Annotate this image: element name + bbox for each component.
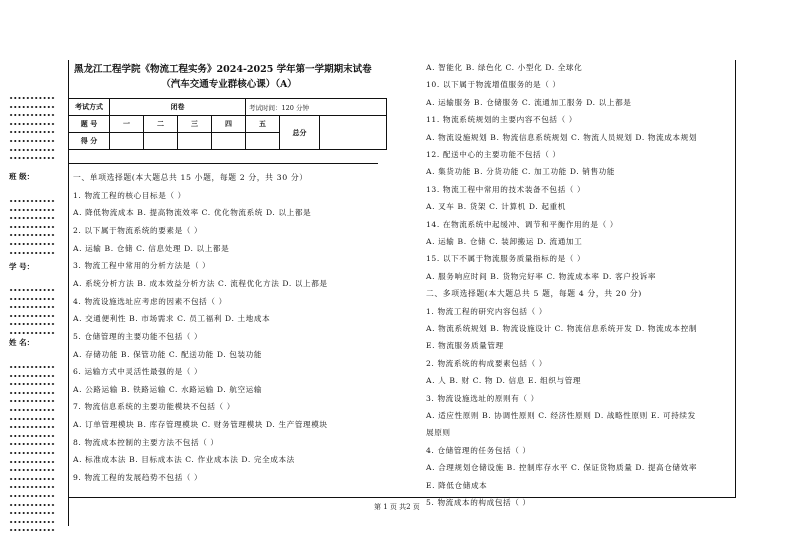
answer-options: A. 适应性原则 B. 协调性原则 C. 经济性原则 D. 战略性原则 E. 可持续发 [426,411,696,420]
question-text: 4. 物流设施选址应考虑的因素不包括（ ） [73,296,227,306]
score-cell-3[interactable] [178,133,212,150]
header-divider [68,163,378,164]
score-table [68,98,387,150]
exam-title: 黑龙江工程学院《物流工程实务》2024-2025 学年第一学期期末试卷 [74,64,372,75]
score-cell-5[interactable] [246,133,280,150]
answer-options: A. 公路运输 B. 铁路运输 C. 水路运输 D. 航空运输 [73,384,263,394]
question-text: 14. 在物流系统中起缓冲、调节和平衡作用的是（ ） [426,219,618,229]
column-4: 四 [212,116,246,133]
answer-options: A. 物流设施规划 B. 物流信息系统规划 C. 物流人员规划 D. 物流成本规划 [426,132,698,142]
binding-dotted-line [9,314,55,318]
question-text: 1. 物流工程的研究内容包括（ ） [426,306,547,316]
answer-options: A. 人 B. 财 C. 物 D. 信息 E. 组织与管理 [426,376,582,386]
question-no-label: 题 号 [69,116,110,133]
question-text: 3. 物流工程中常用的分析方法是（ ） [73,261,211,271]
question-text: 11. 物流系统规划的主要内容不包括（ ） [426,115,578,125]
binding-dotted-line [9,233,55,237]
score-cell-4[interactable] [212,133,246,150]
answer-options: A. 运输 B. 仓储 C. 信息处理 D. 以上都是 [73,243,230,253]
question-text: 2. 物流系统的构成要素包括（ ） [426,358,547,368]
answer-options: A. 订单管理模块 B. 库存管理模块 C. 财务管理模块 D. 生产管理模块 [73,420,328,430]
binding-dotted-line [9,399,55,403]
question-text: 7. 物流信息系统的主要功能模块不包括（ ） [73,402,235,412]
binding-dotted-line [9,425,55,429]
binding-dotted-line [9,305,55,309]
binding-dotted-line [9,434,55,438]
binding-dotted-line [9,442,55,446]
binding-dotted-line [9,122,55,126]
binding-dotted-line [9,365,55,369]
binding-dotted-line [9,156,55,160]
question-text: 15. 以下不属于物流服务质量指标的是（ ） [426,254,586,264]
section-heading: 二、多项选择题(本大题总共 5 题，每题 4 分，共 20 分) [426,289,642,299]
answer-options: E. 物流服务质量管理 [426,341,504,351]
binding-dotted-line [9,468,55,472]
question-text: 5. 物流成本的构成包括（ ） [426,498,531,507]
question-text: 5. 仓储管理的主要功能不包括（ ） [73,331,203,341]
binding-dotted-line [9,460,55,464]
page-right-border [735,60,736,498]
answer-options: A. 服务响应时间 B. 货物完好率 C. 物流成本率 D. 客户投诉率 [426,271,657,281]
question-text: 6. 运输方式中灵活性最强的是（ ） [73,367,203,377]
answer-options: A. 智能化 B. 绿色化 C. 小型化 D. 全球化 [426,63,583,72]
question-text: 8. 物流成本控制的主要方法不包括（ ） [73,437,219,447]
exam-time: 考试时间：120 分钟 [246,99,387,116]
binding-dotted-line [9,148,55,152]
class-label: 班 级： [9,172,35,181]
binding-dotted-line [9,391,55,395]
question-text: 2. 以下属于物流系统的要素是（ ） [73,225,203,235]
page-number: 第 1 页 共2 页 [374,503,420,511]
answer-options: E. 降低仓储成本 [426,480,488,490]
score-cell-1[interactable] [110,133,144,150]
question-text: 13. 物流工程中常用的技术装备不包括（ ） [426,184,586,194]
binding-dotted-line [9,520,55,524]
name-label: 姓 名： [9,338,35,347]
column-3: 三 [178,116,212,133]
binding-dotted-line [9,417,55,421]
answer-options: A. 运输服务 B. 仓储服务 C. 流通加工服务 D. 以上都是 [426,97,632,107]
binding-dotted-line [9,503,55,507]
question-text: 4. 仓储管理的任务包括（ ） [426,445,531,455]
answer-options: A. 存储功能 B. 保管功能 C. 配送功能 D. 包装功能 [73,349,263,359]
section-heading: 一、单项选择题(本大题总共 15 小题，每题 2 分，共 30 分） [73,173,308,182]
binding-dotted-line [9,494,55,498]
binding-dotted-line [9,251,55,255]
answer-options: A. 交通便利性 B. 市场需求 C. 员工福利 D. 土地成本 [73,314,271,324]
binding-dotted-line [9,451,55,455]
binding-dotted-line [9,528,55,532]
answer-options: A. 降低物流成本 B. 提高物流效率 C. 优化物流系统 D. 以上都是 [73,208,312,218]
binding-dotted-line [9,511,55,515]
binding-dotted-line [9,477,55,481]
answer-options: A. 合理规划仓储设施 B. 控制库存水平 C. 保证货物质量 D. 提高仓储效率 [426,463,698,473]
answer-options: A. 物流系统规划 B. 物流设施设计 C. 物流信息系统开发 D. 物流成本控制 [426,324,698,333]
question-text: 12. 配送中心的主要功能不包括（ ） [426,150,561,159]
binding-dotted-line [9,225,55,229]
binding-dotted-line [9,216,55,220]
answer-options: A. 叉车 B. 货架 C. 计算机 D. 起重机 [426,202,566,212]
exam-mode-value: 闭卷 [110,99,246,116]
answer-options: A. 标准成本法 B. 目标成本法 C. 作业成本法 D. 完全成本法 [73,455,295,465]
question-text: 1. 物流工程的核心目标是（ ） [73,190,186,200]
binding-dotted-line [9,96,55,100]
binding-dotted-line [9,105,55,109]
binding-dotted-line [9,382,55,386]
page-bottom-border [68,497,736,498]
column-1: 一 [110,116,144,133]
total-label: 总分 [280,116,320,150]
binding-dotted-line [9,331,55,335]
score-cell-2[interactable] [144,133,178,150]
column-2: 二 [144,116,178,133]
binding-dotted-line [9,322,55,326]
answer-options: 展原则 [426,428,451,438]
binding-dotted-line [9,297,55,301]
binding-dotted-line [9,288,55,292]
binding-dotted-line [9,485,55,489]
binding-dotted-line [9,113,55,117]
exam-subtitle: （汽车交通专业群核心课）（A） [161,79,297,90]
binding-dotted-line [9,130,55,134]
answer-options: A. 运输 B. 仓储 C. 装卸搬运 D. 流通加工 [426,237,583,246]
question-text: 10. 以下属于物流增值服务的是（ ） [426,80,561,90]
binding-dotted-line [9,408,55,412]
column-5: 五 [246,116,280,133]
exam-mode-label: 考试方式 [69,99,110,116]
total-score-cell[interactable] [320,116,387,150]
binding-dotted-line [9,139,55,143]
binding-dotted-line [9,208,55,212]
question-text: 9. 物流工程的发展趋势不包括（ ） [73,473,203,483]
binding-dotted-line [9,242,55,246]
binding-dotted-line [9,374,55,378]
score-label: 得 分 [69,133,110,150]
answer-options: A. 系统分析方法 B. 成本效益分析方法 C. 流程优化方法 D. 以上都是 [73,278,328,288]
question-text: 3. 物流设施选址的原则有（ ） [426,393,539,403]
answer-options: A. 集货功能 B. 分货功能 C. 加工功能 D. 销售功能 [426,167,616,177]
student-id-label: 学 号： [9,262,35,271]
binding-dotted-line [9,199,55,203]
